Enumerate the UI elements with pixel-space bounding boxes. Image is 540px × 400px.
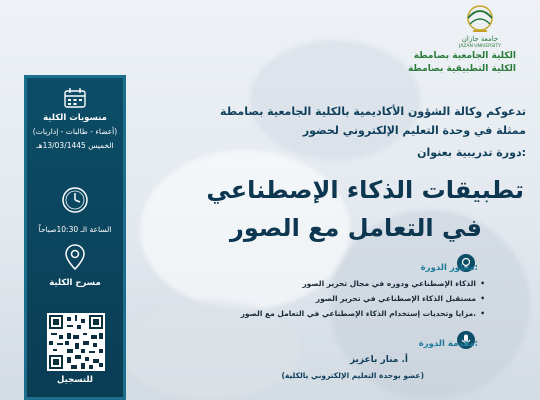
presenter-heading: مقدمة الدورة: (418, 339, 478, 349)
course-title-line-2: في التعامل مع الصور (230, 214, 482, 242)
register-label: للتسجيل (57, 375, 93, 385)
event-place: مسرح الكلية (49, 278, 101, 288)
presenter-role: (عضو بوحدة التعليم الإلكتروني بالكلية) (281, 371, 424, 380)
course-title-line-1: تطبيقات الذكاء الإصطناعي (206, 176, 524, 204)
audience-subtitle: (أعضاء - طالبات - إداريات) (32, 127, 118, 136)
topic-item: مزايا وتحديات إستخدام الذكاء الإصطناعي في التعامل مع الصور. • (241, 309, 476, 318)
intro-line-1: تدعوكم وكالة الشؤون الأكاديمية بالكلية الجامعية بصامطة (220, 105, 526, 118)
event-time: الساعة الـ 10:30صباحاً (38, 225, 112, 234)
clock-icon (60, 185, 90, 219)
calendar-icon (63, 87, 87, 113)
background-shape (250, 40, 420, 160)
audience-title: منسوبات الكلية (43, 113, 107, 123)
college-name-1: الكلية الجامعية بصامطة (413, 51, 516, 61)
university-logo (410, 2, 530, 48)
topic-item: مستقبل الذكاء الإصطناعي في تحرير الصور • (316, 294, 476, 303)
intro-line-2: ممثلة في وحدة التعليم الإلكتروني لحضور (302, 124, 526, 137)
topic-item: الذكاء الإصطناعي ودوره في مجال تحرير الصور • (302, 279, 476, 288)
qr-code[interactable] (47, 313, 105, 371)
location-pin-icon (64, 243, 86, 275)
college-name-2: الكلية التطبيقية بصامطة (407, 64, 516, 74)
svg-text:JAZAN UNIVERSITY: JAZAN UNIVERSITY (458, 44, 502, 48)
event-date: الخميس 13/03/1445هـ (36, 141, 114, 150)
svg-text:جامعة جازان: جامعة جازان (461, 35, 499, 43)
presenter-name: أ. منار باعزيز (349, 355, 408, 365)
topics-heading: محاور الدورة: (420, 263, 478, 273)
intro-line-3: دورة تدريبية بعنوان: (417, 146, 526, 159)
